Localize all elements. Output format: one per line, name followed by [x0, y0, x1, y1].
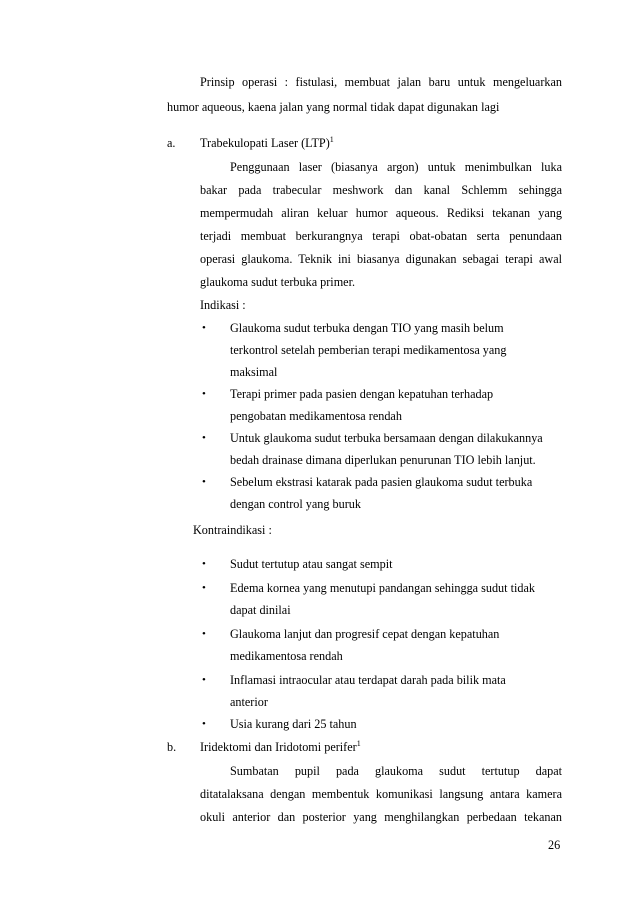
- section-b-marker: b.: [167, 740, 177, 754]
- indikasi-item-1-line-1: Glaukoma sudut terbuka dengan TIO yang masih belum: [230, 321, 504, 335]
- indikasi-item-1-line-3: maksimal: [230, 365, 278, 379]
- section-b-title: [200, 740, 361, 755]
- bullet-icon: •: [202, 432, 206, 444]
- section-b-para-line-1: Sumbatan pupil pada glaukoma sudut tertutup dapat: [230, 764, 562, 778]
- kontra-item-3-line-2: medikamentosa rendah: [230, 649, 343, 663]
- page-number: 26: [548, 838, 561, 852]
- section-a-para-line-3: mempermudah aliran keluar humor aqueous. Rediksi tekanan yang: [200, 206, 562, 220]
- kontra-item-4-line-2: anterior: [230, 695, 268, 709]
- bullet-icon: •: [202, 628, 206, 640]
- intro-line-1: Prinsip operasi : fistulasi, membuat jalan baru untuk mengeluarkan: [200, 75, 562, 89]
- kontra-item-5-line-1: Usia kurang dari 25 tahun: [230, 717, 357, 731]
- section-a-para-line-6: glaukoma sudut terbuka primer.: [200, 275, 356, 289]
- bullet-icon: •: [202, 322, 206, 334]
- bullet-icon: •: [202, 388, 206, 400]
- bullet-icon: •: [202, 718, 206, 730]
- section-a-para-line-1: Penggunaan laser (biasanya argon) untuk menimbulkan luka: [230, 160, 562, 174]
- indikasi-item-3-line-1: Untuk glaukoma sudut terbuka bersamaan dengan dilakukannya: [230, 431, 543, 445]
- section-a-para-line-4: terjadi membuat berkurangnya terapi obat-obatan serta penundaan: [200, 229, 562, 243]
- kontra-item-1-line-1: Sudut tertutup atau sangat sempit: [230, 557, 393, 571]
- indikasi-item-2-line-2: pengobatan medikamentosa rendah: [230, 409, 402, 423]
- section-a-para-line-5: operasi glaukoma. Teknik ini biasanya digunakan sebagai terapi awal: [200, 252, 562, 266]
- kontra-item-4-line-1: Inflamasi intraocular atau terdapat darah pada bilik mata: [230, 673, 506, 687]
- kontraindikasi-label: Kontraindikasi :: [193, 523, 272, 537]
- intro-line-2: humor aqueous, kaena jalan yang normal tidak dapat digunakan lagi: [167, 100, 500, 114]
- indikasi-item-2-line-1: Terapi primer pada pasien dengan kepatuhan terhadap: [230, 387, 494, 401]
- kontra-item-2-line-1: Edema kornea yang menutupi pandangan sehingga sudut tidak: [230, 581, 535, 595]
- section-a-title-text: Trabekulopati Laser (LTP): [200, 136, 330, 150]
- bullet-icon: •: [202, 582, 206, 594]
- section-b-title-text: Iridektomi dan Iridotomi perifer: [200, 740, 357, 754]
- section-b-para-line-2: ditatalaksana dengan membentuk komunikasi langsung antara kamera: [200, 787, 562, 801]
- indikasi-item-4-line-1: Sebelum ekstrasi katarak pada pasien glaukoma sudut terbuka: [230, 475, 533, 489]
- indikasi-item-4-line-2: dengan control yang buruk: [230, 497, 361, 511]
- bullet-icon: •: [202, 674, 206, 686]
- indikasi-item-3-line-2: bedah drainase dimana diperlukan penurunan TIO lebih lanjut.: [230, 453, 536, 467]
- section-a-footnote-ref: 1: [329, 134, 334, 144]
- section-b-para-line-3: okuli anterior dan posterior yang menghilangkan perbedaan tekanan: [200, 810, 562, 824]
- bullet-icon: •: [202, 558, 206, 570]
- section-a-marker: a.: [167, 136, 176, 150]
- bullet-icon: •: [202, 476, 206, 488]
- section-b-footnote-ref: 1: [356, 738, 361, 748]
- section-a-para-line-2: bakar pada trabecular meshwork dan kanal Schlemm sehingga: [200, 183, 562, 197]
- indikasi-item-1-line-2: terkontrol setelah pemberian terapi medikamentosa yang: [230, 343, 507, 357]
- indikasi-label: Indikasi :: [200, 298, 246, 312]
- section-a-title: [200, 136, 334, 151]
- kontra-item-2-line-2: dapat dinilai: [230, 603, 291, 617]
- kontra-item-3-line-1: Glaukoma lanjut dan progresif cepat dengan kepatuhan: [230, 627, 500, 641]
